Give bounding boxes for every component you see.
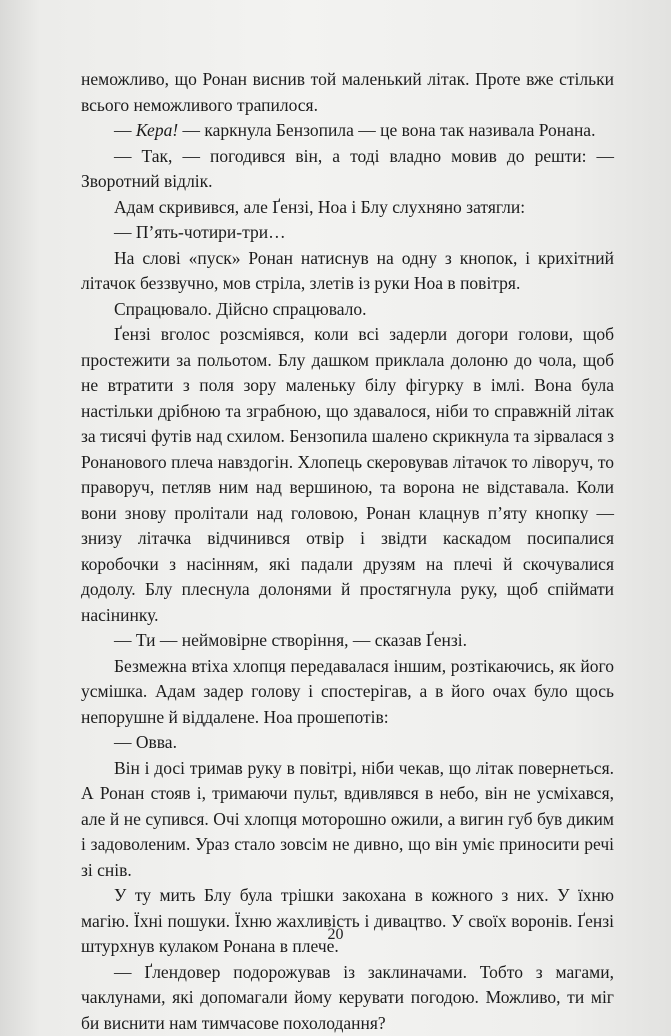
paragraph: Адам скривився, але Ґензі, Ноа і Блу слухняно затягли: xyxy=(81,195,614,221)
paragraph: — Овва. xyxy=(81,730,614,756)
paragraph: — Ти — неймовірне створіння, — сказав Ґензі. xyxy=(81,628,614,654)
paragraph: неможливо, що Ронан виснив той маленький літак. Проте вже стільки всього неможливого трапилося. xyxy=(81,67,614,118)
paragraph: Спрацювало. Дійсно спрацювало. xyxy=(81,297,614,323)
paragraph: — Ґлендовер подорожував із заклиначами. Тобто з магами, чаклунами, які допомагали йому керувати погодою. Можливо, ти міг би виснити нам тимчасове похолодання? xyxy=(81,960,614,1036)
paragraph: Безмежна втіха хлопця передавалася іншим, розтікаючись, як його усмішка. Адам задер голову і спостерігав, а в його очах було щось непорушне й віддалене. Ноа прошепотів: xyxy=(81,654,614,731)
paragraph: — П’ять-чотири-три… xyxy=(81,220,614,246)
paragraph: — Так, — погодився він, а тоді владно мовив до решти: — Зворотний відлік. xyxy=(81,144,614,195)
paragraph: — Кера! — каркнула Бензопила — це вона так називала Ронана. xyxy=(81,118,614,144)
paragraph: Він і досі тримав руку в повітрі, ніби чекав, що літак повернеться. А Ронан стояв і, тримаючи пульт, вдивлявся в небо, він не усміхався, але й не супився. Очі хлопця моторошно ожили, а вигин губ був диким і задоволеним. Ураз стало зовсім не дивно, що він уміє приносити речі зі снів. xyxy=(81,756,614,884)
page-text xyxy=(81,67,614,1036)
paragraph: Ґензі вголос розсміявся, коли всі задерли догори голови, щоб простежити за польотом. Блу дашком приклала долоню до чола, щоб не втратити з поля зору маленьку білу фігурку в імлі. Вона була настільки дрібною та зграбною, що здавалося, ніби то справжній літак за тисячі футів над схилом. Бензопила шалено скрикнула та зірвалася з Ронанового плеча навздогін. Хлопець скеровував літачок то ліворуч, то праворуч, петляв ним над вершиною, та ворона не відставала. Коли вони знову пролітали над головою, Ронан клацнув п’яту кнопку — знизу літачка відчинився отвір і звідти каскадом посипалися коробочки з насінням, які падали друзям на плечі й скочувалися додолу. Блу плеснула долонями й простягнула руку, щоб спіймати насінинку. xyxy=(81,322,614,628)
paragraph: У ту мить Блу була трішки закохана в кожного з них. У їхню магію. Їхні пошуки. Їхню жахливість і дивацтво. У своїх воронів. Ґензі штурхнув кулаком Ронана в плече. xyxy=(81,883,614,960)
emphasis-text: Кера! xyxy=(136,120,178,140)
paragraph: На слові «пуск» Ронан натиснув на одну з кнопок, і крихітний літачок беззвучно, мов стріла, злетів із руки Ноа в повітря. xyxy=(81,246,614,297)
page-number: 20 xyxy=(0,926,671,944)
